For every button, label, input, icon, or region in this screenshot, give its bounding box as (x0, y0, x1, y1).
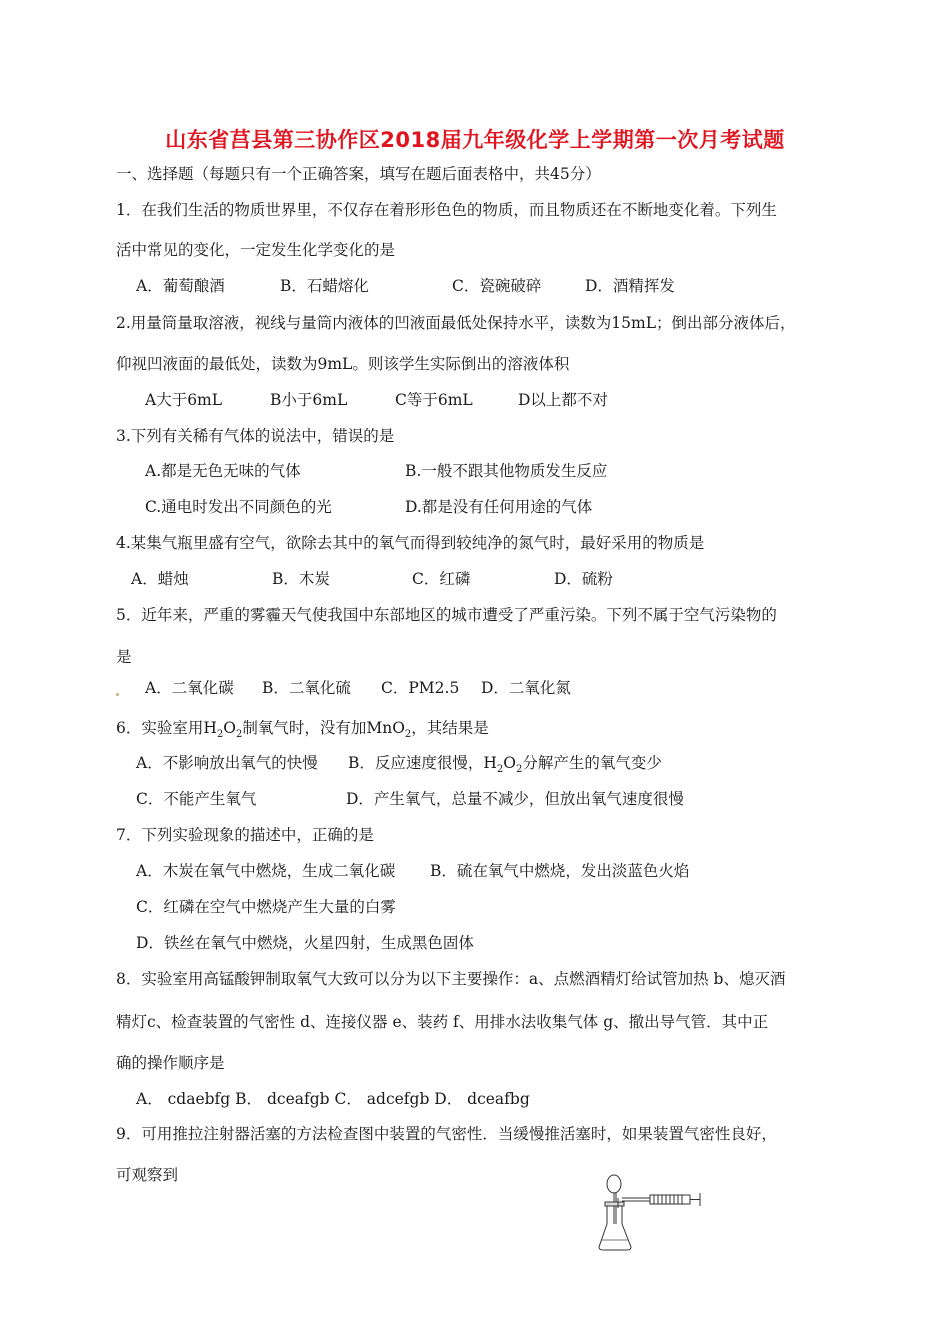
q6-option-b: B．反应速度很慢，$H_2O_2$分解产生的氧气变少 (348, 754, 662, 776)
q7-option-a: A．木炭在氧气中燃烧，生成二氧化碳 (136, 862, 396, 880)
q3-stem: 3.下列有关稀有气体的说法中，错误的是 (116, 427, 395, 445)
q6-option-d: D．产生氧气，总量不减少，但放出氧气速度很慢 (346, 790, 684, 808)
apparatus-figure (596, 1170, 708, 1258)
q8-stem-line2: 精灯c、检查装置的气密性 d、连接仪器 e、装药 f、用排水法收集气体 g、撤出导气管．其中正 (116, 1013, 769, 1031)
q8-options: A． cdaebfg B． dceafgb C． adcefgb D． dceafbg (136, 1090, 530, 1108)
q2-option-d: D以上都不对 (518, 391, 608, 409)
q1-option-a: A．葡萄酿酒 (136, 277, 225, 295)
q6-stem: 6．实验室用$H_2O_2$制氧气时，没有加MnO$_2$，其结果是 (116, 719, 489, 741)
q1-stem-line2: 活中常见的变化，一定发生化学变化的是 (116, 241, 396, 259)
q2-stem-line1: 2.用量筒量取溶液，视线与量筒内液体的凹液面最低处保持水平，读数为15mL；倒出部分液体后， (116, 314, 796, 332)
q2-option-a: A大于6mL (145, 391, 223, 409)
q1-stem-line1: 1．在我们生活的物质世界里，不仅存在着形形色色的物质，而且物质还在不断地变化着。下列生 (116, 201, 777, 219)
q4-option-d: D．硫粉 (554, 570, 613, 588)
q7-option-b: B．硫在氧气中燃烧，发出淡蓝色火焰 (430, 862, 690, 880)
q4-stem: 4.某集气瓶里盛有空气，欲除去其中的氧气而得到较纯净的氮气时，最好采用的物质是 (116, 534, 705, 552)
q5-stem-line1: 5．近年来，严重的雾霾天气使我国中东部地区的城市遭受了严重污染。下列不属于空气污染物的 (116, 606, 777, 624)
q4-option-b: B．木炭 (272, 570, 330, 588)
q7-option-d: D．铁丝在氧气中燃烧，火星四射，生成黑色固体 (136, 934, 474, 952)
q7-stem: 7．下列实验现象的描述中，正确的是 (116, 826, 374, 844)
page-title: 山东省莒县第三协作区2018届九年级化学上学期第一次月考试题 (165, 128, 785, 152)
q1-option-c: C．瓷碗破碎 (452, 277, 542, 295)
q9-stem-line2: 可观察到 (116, 1166, 179, 1184)
q8-stem-line3: 确的操作顺序是 (116, 1054, 225, 1072)
q5-option-c: C．PM2.5 (381, 679, 460, 697)
q9-stem-line1: 9．可用推拉注射器活塞的方法检查图中装置的气密性．当缓慢推活塞时，如果装置气密性良好， (116, 1125, 777, 1143)
q2-option-b: B小于6mL (270, 391, 348, 409)
q8-stem-line1: 8．实验室用高锰酸钾制取氧气大致可以分为以下主要操作：a、点燃酒精灯给试管加热 b、熄灭酒 (116, 970, 786, 988)
q5-option-d: D．二氧化氮 (481, 679, 571, 697)
q3-option-a: A.都是无色无味的气体 (145, 462, 301, 480)
q1-option-d: D．酒精挥发 (585, 277, 675, 295)
q6-option-a: A．不影响放出氧气的快慢 (136, 754, 318, 772)
q5-option-b: B．二氧化硫 (262, 679, 351, 697)
q6-option-c: C．不能产生氧气 (136, 790, 257, 808)
q3-option-d: D.都是没有任何用途的气体 (405, 498, 593, 516)
q3-option-c: C.通电时发出不同颜色的光 (145, 498, 332, 516)
q2-option-c: C等于6mL (395, 391, 473, 409)
q7-option-c: C．红磷在空气中燃烧产生大量的白雾 (136, 898, 396, 916)
q5-option-a: A．二氧化碳 (145, 679, 234, 697)
section-heading: 一、选择题（每题只有一个正确答案，填写在题后面表格中，共45分） (116, 165, 601, 183)
q1-option-b: B．石蜡熔化 (280, 277, 369, 295)
q3-option-b: B.一般不跟其他物质发生反应 (405, 462, 608, 480)
q2-stem-line2: 仰视凹液面的最低处，读数为9mL。则该学生实际倒出的溶液体积 (116, 355, 570, 373)
q4-option-a: A．蜡烛 (131, 570, 189, 588)
q4-option-c: C．红磷 (412, 570, 471, 588)
q5-stem-line2: 是 (116, 648, 132, 666)
